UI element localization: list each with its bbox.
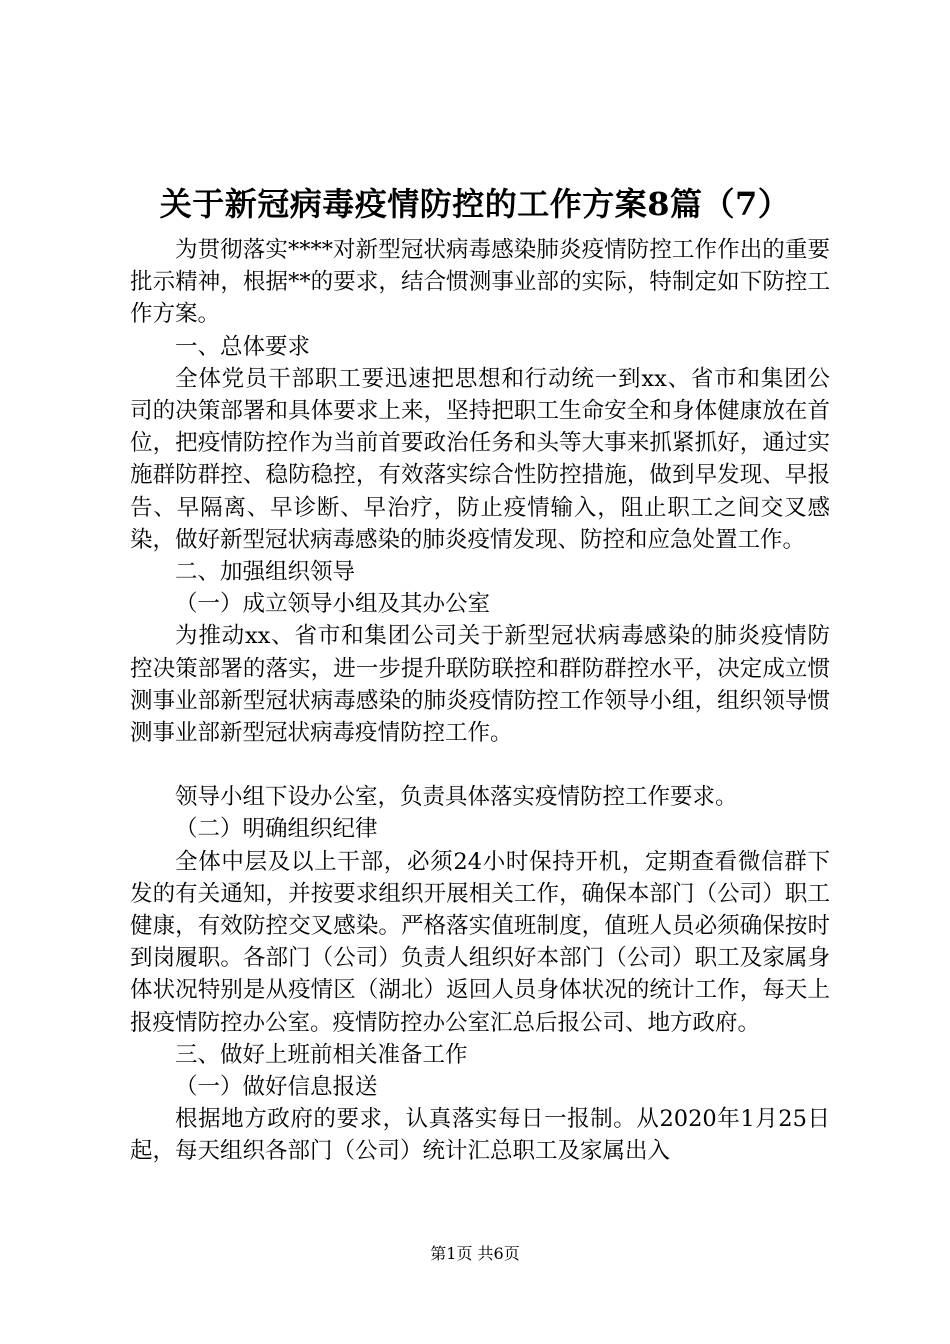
paragraph-general-requirements: 全体党员干部职工要迅速把思想和行动统一到xx、省市和集团公司的决策部署和具体要求上来，坚持把职工生命安全和身体健康放在首位，把疫情防控作为当前首要政治任务和头等大事来抓紧抓好，通过实施群防群控、稳防稳控，有效落实综合性防控措施，做到早发现、早报告、早隔离、早诊断、早治疗，防止疫情输入，阻止职工之间交叉感染，做好新型冠状病毒感染的肺炎疫情发现、防控和应急处置工作。 (130, 365, 830, 553)
paragraph-office: 领导小组下设办公室，负责具体落实疫情防控工作要求。 (175, 784, 738, 811)
document-body (130, 234, 830, 1168)
subsection-heading-2-2: （二）明确组织纪律 (175, 816, 378, 843)
section-heading-1: 一、总体要求 (175, 333, 311, 360)
paragraph-reporting: 根据地方政府的要求，认真落实每日一报制。从2020年1月25日起，每天组织各部门（公司）统计汇总职工及家属出入 (130, 1106, 830, 1165)
document-title: 关于新冠病毒疫情防控的工作方案8篇（7） (159, 185, 791, 223)
paragraph-gap (130, 749, 830, 781)
subsection-heading-3-1: （一）做好信息报送 (175, 1074, 378, 1101)
paragraph-discipline: 全体中层及以上干部，必须24小时保持开机，定期查看微信群下发的有关通知，并按要求组织开展相关工作，确保本部门（公司）职工健康，有效防控交叉感染。严格落实值班制度，值班人员必须确保按时到岗履职。各部门（公司）负责人组织好本部门（公司）职工及家属身体状况特别是从疫情区（湖北）返回人员身体状况的统计工作，每天上报疫情防控办公室。疫情防控办公室汇总后报公司、地方政府。 (130, 848, 830, 1036)
paragraph-intro: 为贯彻落实****对新型冠状病毒感染肺炎疫情防控工作作出的重要批示精神，根据**的要求，结合惯测事业部的实际，特制定如下防控工作方案。 (130, 237, 830, 328)
paragraph-leadership-group: 为推动xx、省市和集团公司关于新型冠状病毒感染的肺炎疫情防控决策部署的落实，进一步提升联防联控和群防群控水平，决定成立惯测事业部新型冠状病毒感染的肺炎疫情防控工作领导小组，组织领导惯测事业部新型冠状病毒疫情防控工作。 (130, 623, 830, 747)
section-heading-3: 三、做好上班前相关准备工作 (175, 1041, 468, 1068)
subsection-heading-2-1: （一）成立领导小组及其办公室 (175, 591, 491, 618)
page-footer: 第1页 共6页 (430, 1244, 520, 1263)
section-heading-2: 二、加强组织领导 (175, 559, 356, 586)
